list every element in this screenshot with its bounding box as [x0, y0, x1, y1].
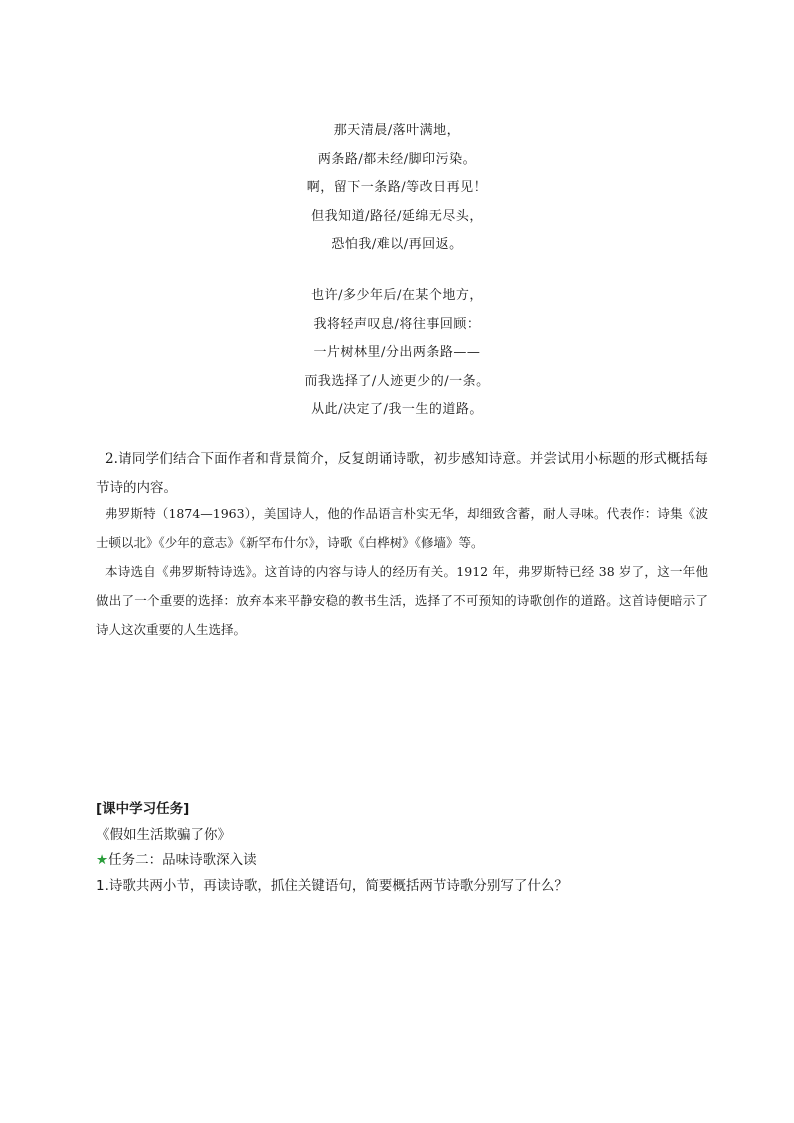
poem-stanza-2 [0, 282, 794, 425]
star-icon: ★ [96, 852, 109, 868]
task-label: 任务二：品味诗歌深入读 [108, 852, 257, 868]
poem-line: 而我选择了/人迹更少的/一条。 [304, 373, 490, 389]
poem-line: 从此/决定了/我一生的道路。 [311, 402, 483, 417]
poem-line: 一片树林里/分出两条路—— [313, 345, 481, 360]
poem-line: 两条路/都未经/脚印污染。 [317, 151, 477, 167]
poem-line: 啊，留下一条路/等改日再见！ [306, 180, 488, 195]
poem-line: 也许/多少年后/在某个地方， [311, 288, 483, 303]
poem-line: 恐怕我/难以/再回返。 [331, 237, 463, 252]
task-heading [96, 848, 736, 873]
poem-stanza-1 [0, 117, 794, 260]
poem-title: 《假如生活欺骗了你》 [96, 827, 231, 843]
author-bio: 弗罗斯特（1874—1963），美国诗人，他的作品语言朴实无华，却细致含蓄，耐人寻味。代表作：诗集《波士顿以北》《少年的意志》《新罕布什尔》，诗歌《白桦树》《修墙》等。 [96, 506, 708, 550]
question-1: 1.诗歌共两小节，再读诗歌，抓住关键语句，简要概括两节诗歌分别写了什么？ [96, 878, 568, 894]
section-title: [课中学习任务] [96, 801, 190, 817]
poem-background: 本诗选自《弗罗斯特诗选》。这首诗的内容与诗人的经历有关。1912 年，弗罗斯特已经 38 岁了，这一年他做出了一个重要的选择：放弃本来平静安稳的教书生活，选择了不可预知的诗歌创作的道路。这首诗便暗示了诗人这次重要的人生选择。 [96, 564, 708, 637]
poem-line: 但我知道/路径/延绵无尽头， [311, 208, 483, 224]
poem-line: 我将轻声叹息/将往事回顾： [313, 316, 481, 332]
question-2: 2.请同学们结合下面作者和背景简介，反复朗诵诗歌，初步感知诗意。并尝试用小标题的形式概括每节诗的内容。 [96, 451, 708, 496]
poem-line: 那天清晨/落叶满地， [333, 123, 461, 138]
